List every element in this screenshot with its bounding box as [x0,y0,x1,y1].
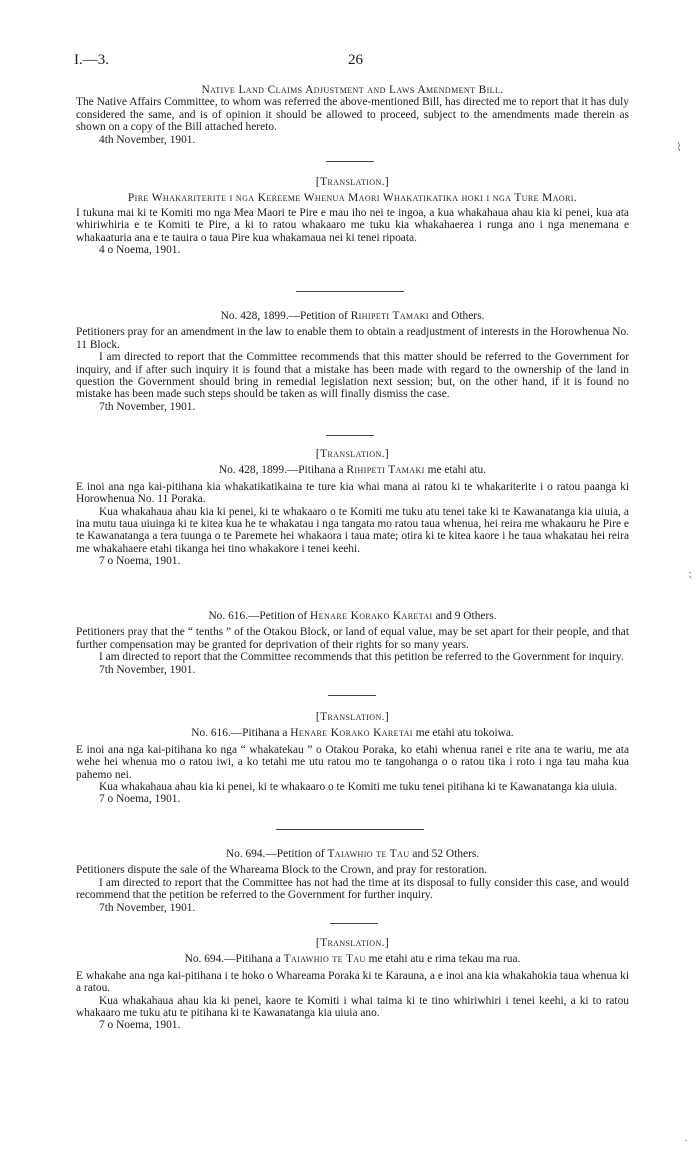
section-divider [276,829,424,830]
paper-reference: I.—3. [74,52,109,68]
page-number: 26 [348,52,363,68]
petition-paragraph: Petitioners pray for an amendment in the law to enable them to obtain a readjustment of interests in the Horowhenua No. 11 Block. [76,326,629,351]
section-divider [326,161,374,162]
report-date: 7 o Noema, 1901. [99,1019,181,1032]
scan-mark: ⁏ [688,566,693,580]
section-petition-616 [76,610,629,676]
petition-paragraph: E whakahe ana nga kai-pitihana i te hoko o Whareama Poraka ki te Karauna, a e inoi ana kia whakahokia taua whenua ki a ratou. [76,969,629,995]
translation-heading: [Translation.] [315,448,390,460]
translation-heading: [Translation.] [315,711,390,723]
report-paragraph: I am directed to report that the Committee recommends that this matter should be referred to the Government for inquiry, and if after such inquiry it is found that a mistake has been made with regard to the ownership of the land in question the Government should bring in remedial legislation next session; but, on the other hand, if it is found no mistake has been made such steps should be taken as will finally dismiss the case. [76,351,629,401]
report-paragraph: Kua whakahaua ahau kia ki penei, kaore te Komiti i whai taima ki te tino whiriwhiri i tenei keehi, a ki to ratou whakaaro me tuku atu te pitihana ki te Kawanatanga kia uiuia ano. [76,994,629,1020]
section-divider [326,435,374,436]
section-title: Native Land Claims Adjustment and Laws Amendment Bill. [201,84,504,96]
report-paragraph: I tukuna mai ki te Komiti mo nga Mea Maori te Pire e mau iho nei te ingoa, a kua whakahaua ahau kia ki penei, kua ata whiriwhiria e te Komiti te Pire, a ki to ratou whakaaro me tuku kia whakahaerea i runga ano i nga menemana e whakaaturia ana e te tauira o taua Pire kua whakamaua nei ki tenei ripoata. [76,206,629,244]
section-petition-694 [76,848,629,914]
report-date: 7th November, 1901. [99,663,196,676]
petition-paragraph: Petitioners pray that the “ tenths ” of the Otakou Block, or land of equal value, may be set apart for their people, and that further compensation may be granted for deprivation of their rights for so many years. [76,626,629,651]
section-title: No. 428, 1899.—Petition of Rihipeti Tamaki and Others. [220,310,485,322]
report-date: 7th November, 1901. [99,400,196,413]
report-date: 7th November, 1901. [99,901,196,914]
report-date: 4 o Noema, 1901. [99,244,181,257]
report-paragraph: Kua whakahaua ahau kia ki penei, ki te whakaaro o te Komiti me tuku atu tenei take ki te Kawanatanga kia uiuia, a ina mutu taua uiuinga ki te kitea kua he te whakatau i nga tangata mo ratou taua whenua, hei reira me whakauru he Pire e te Kawanatanga a tera tuunga o te Paremete hei whakaora i taua mate; otira ki te kitea kaore i he taua whakatau hei reira me whakahaere etahi tikanga hei tino whakakore i tenei keehi. [76,505,629,555]
section-title: No. 428, 1899.—Pitihana a Rihipeti Tamaki me etahi atu. [218,464,487,477]
section-title: Pire Whakariterite i nga Kereeme Whenua Maori Whakatikatika hoki i nga Ture Maori. [127,192,578,205]
section-title: No. 616.—Pitihana a Henare Korako Karetai me etahi atu tokoiwa. [191,727,514,740]
report-paragraph: I am directed to report that the Committee has not had the time at its disposal to fully consider this case, and would recommend that the petition be referred to the Government for further inquiry. [76,876,629,902]
scan-mark: ˎ [684,1128,688,1142]
scan-mark: ⌇ [676,140,682,154]
section-title: No. 694.—Pitihana a Taiawhio te Tau me etahi atu e rima tekau ma rua. [184,953,521,966]
section-petition-428 [76,310,629,413]
section-petition-694-translation [76,937,629,1032]
section-divider [328,695,376,696]
section-bill-report [76,84,629,146]
report-date: 7 o Noema, 1901. [99,793,181,806]
report-paragraph: Kua whakahaua ahau kia ki penei, ki te whakaaro o te Komiti me tuku tenei pitihana ki te Kawanatanga kia uiuia. [99,781,618,794]
report-date: 4th November, 1901. [99,133,196,146]
section-divider [330,923,378,924]
section-title: No. 616.—Petition of Henare Korako Karetai and 9 Others. [208,610,497,622]
translation-heading: [Translation.] [315,937,390,949]
report-paragraph: I am directed to report that the Committee recommends that this petition be referred to the Government for inquiry. [99,651,624,664]
petition-paragraph: Petitioners dispute the sale of the Whareama Block to the Crown, and pray for restoration. [76,864,488,877]
section-divider [296,291,404,292]
report-paragraph: The Native Affairs Committee, to whom was referred the above-mentioned Bill, has directed me to report that it has duly considered the same, and is of opinion it should be allowed to proceed, subject to the amendments made therein as shown on a copy of the Bill attached hereto. [76,96,629,134]
report-date: 7 o Noema, 1901. [99,555,181,568]
section-title: No. 694.—Petition of Taiawhio te Tau and 52 Others. [225,848,480,860]
section-bill-translation [76,176,629,256]
petition-paragraph: E inoi ana nga kai-pitihana ko nga “ whakatekau ” o Otakou Poraka, ko etahi whenua ranei e rite ana te wariu, me ata wehe hei whenua mo o ratou iwi, a ko tetahi me utu ratou mo te tangohanga o o ratou tika i roto i nga tau maha kua pahemo nei. [76,743,629,781]
petition-paragraph: E inoi ana nga kai-pitihana kia whakatikatikaina te ture kia whai mana ai ratou ki te whakariterite i o ratou paanga ki Horowhenua No. 11 Poraka. [76,480,629,506]
section-petition-616-translation [76,711,629,806]
section-petition-428-translation [76,448,629,568]
translation-heading: [Translation.] [315,176,390,188]
